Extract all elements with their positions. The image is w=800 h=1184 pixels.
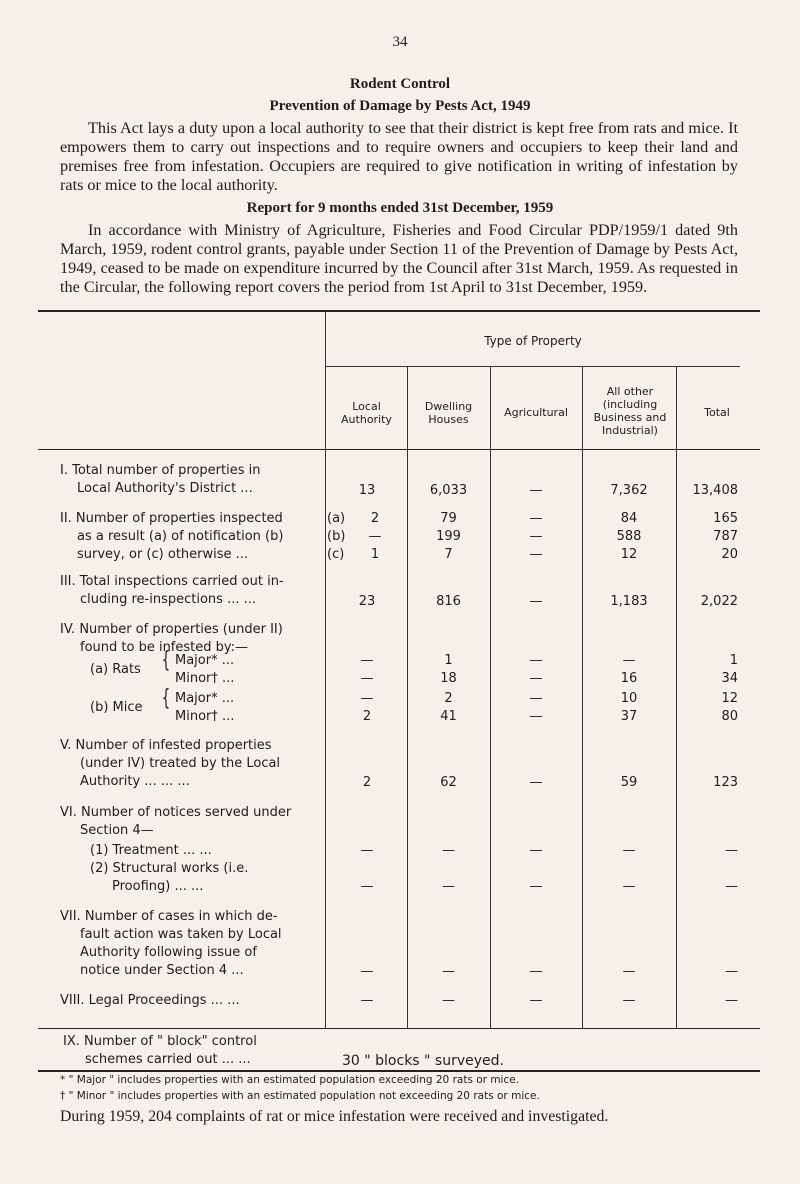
row-label: VI. Number of notices served under Section 4— <box>60 805 292 838</box>
row-label: VII. Number of cases in which de- fault action was taken by Local Authority following issue of notice under Section 4 ... <box>60 909 282 978</box>
report-heading: Report for 9 months ended 31st December, 1959 <box>246 200 554 216</box>
brace-icon: { <box>161 686 171 711</box>
intro-paragraph: This Act lays a duty upon a local authority to see that their district is kept free from rats and mice. It empowers them to carry out inspections and to require owners and occupiers to keep their land and premises free from infestation. Occupiers are required to give notification in writing of infestation by rats or mice to the local authority. <box>60 119 738 194</box>
footnote-major: * " Major " includes properties with an estimated population exceeding 20 rats or mice. <box>60 1074 520 1086</box>
page-number: 34 <box>392 34 408 50</box>
treatment-label: (1) Treatment ... ... <box>90 843 212 858</box>
document-page: 34 Rodent Control Prevention of Damage by Pests Act, 1949 This Act lays a duty upon a local authority to see that their district is kept free from rats and mice. It empowers them to carry out inspections and to require owners and occupiers to keep their land and premises free from infestation. Occupiers are required to give notification in writing of infestation by rats or mice to the local authority. Report for 9 months ended 31st December, 1959 In accordance with Ministry of Agriculture, Fisheries and Food Circular PDP/1959/1 dated 9th March, 1959, rodent control grants, payable under Section 11 of the Prevention of Damage by Pests Act, 1949, ceased to be made on expenditure incurred by the Council after 31st March, 1959. As requested in the Circular, the following report covers the period from 1st April to 31st December, 1959. Type of Property Local Authority Dwelling Houses Agricultural All other (including Business and Industrial) Total I. Total number of properties in Local Authority's District ... 13 6,033 — 7,362 13,408 II. Number of properties inspected as a result (a) of notification (b) survey, or (c) otherwise ... (a) (b) (c) 2 79 — 84 165 — 199 — 588 787 1 7 — 12 20 III. Total inspections carried out in- cluding re-inspections ... ... 23 816 — 1,183 2,022 IV. Number of properties (under II) found to be infested by:— (a) Rats { Major* ... Minor† ... (b) Mice { Major* ... Minor† ... — 1 — — 1 — 18 — 16 34 — 2 — 10 12 2 41 — 37 80 V. Number of infested properties (under IV) treated by the Local Authority ... ... ... 2 62 — 59 123 VI. Number of notices served under Section 4— (1) Treatment ... ... (2) Structural works (i.e. Proofing) ... ... — — — — — — — — — — VII. Number of cases in which de- fault action was taken by Local Authority following issue of notice under Section 4 ... — — — — — VIII. Legal Proceedings ... ... — — — — — IX. Number of " block" control schemes carried out ... ... 30 " blocks " surveyed. * " Major " includes properties with an estimated population exceeding 20 rats or mice. † " Minor " includes properties with an estimated population not exceeding 20 rats or mice. During 1959, 204 complaints of rat or mice infestation were received and investigated. <box>0 0 800 1184</box>
column-header-local-authority: Local Authority <box>341 400 392 426</box>
major-label: Major* ... <box>175 691 235 706</box>
footnote-minor: † " Minor " includes properties with an estimated population not exceeding 20 rats or mice. <box>60 1090 540 1102</box>
column-header-total: Total <box>704 406 730 419</box>
structural-works-label: (2) Structural works (i.e. <box>90 861 249 876</box>
major-label: Major* ... <box>175 653 235 668</box>
mice-label: (b) Mice <box>90 700 143 715</box>
column-header-dwelling-houses: Dwelling Houses <box>424 400 473 426</box>
sub-label: (a) <box>327 511 346 526</box>
row-label: VIII. Legal Proceedings ... ... <box>60 993 240 1008</box>
report-paragraph: In accordance with Ministry of Agriculture, Fisheries and Food Circular PDP/1959/1 dated 9th March, 1959, rodent control grants, payable under Section 11 of the Prevention of Damage by Pests Act, 1949, ceased to be made on expenditure incurred by the Council after 31st March, 1959. As requested in the Circular, the following report covers the period from 1st April to 31st December, 1959. <box>60 221 738 296</box>
row-label: I. Total number of properties in Local Authority's District ... <box>60 463 261 496</box>
row-label: III. Total inspections carried out in- cluding re-inspections ... ... <box>60 574 284 607</box>
closing-sentence: During 1959, 204 complaints of rat or mice infestation were received and investigated. <box>60 1108 609 1125</box>
column-header-agricultural: Agricultural <box>504 406 568 419</box>
minor-label: Minor† ... <box>175 671 235 686</box>
row-label: IX. Number of " block" control schemes carried out ... ... <box>63 1034 257 1067</box>
minor-label: Minor† ... <box>175 709 235 724</box>
section-heading: Rodent Control <box>349 76 451 92</box>
sub-label: (c) <box>327 547 345 562</box>
type-of-property-header: Type of Property <box>484 334 582 348</box>
blocks-surveyed: 30 " blocks " surveyed. <box>342 1053 504 1069</box>
row-label: II. Number of properties inspected as a result (a) of notification (b) survey, or (c) otherwise ... <box>60 511 284 562</box>
column-header-all-other: All other (including Business and Industrial) <box>593 385 667 437</box>
sub-label: (b) <box>327 529 346 544</box>
proofing-label: Proofing) ... ... <box>112 879 204 894</box>
rats-label: (a) Rats <box>90 662 141 677</box>
act-heading: Prevention of Damage by Pests Act, 1949 <box>269 98 531 114</box>
row-label: IV. Number of properties (under II) found to be infested by:— <box>60 622 283 655</box>
brace-icon: { <box>161 648 171 673</box>
row-label: V. Number of infested properties (under IV) treated by the Local Authority ... ... ... <box>60 738 281 789</box>
